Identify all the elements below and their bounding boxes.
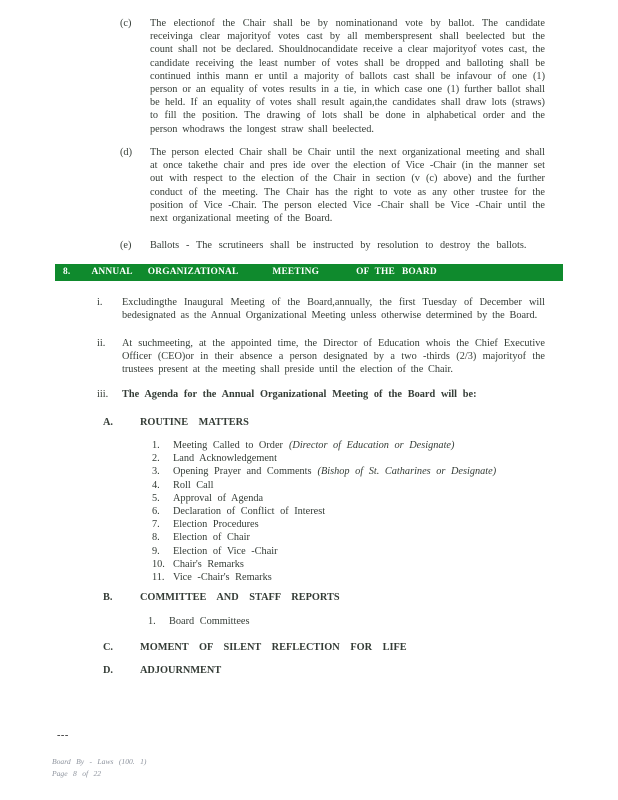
agenda-number: 8.	[152, 532, 160, 544]
footer-doc-ref: Board By - Laws (100. 1)	[52, 757, 147, 766]
paragraph-marker: (e)	[120, 240, 132, 251]
section-c-header	[103, 641, 563, 654]
agenda-item	[152, 531, 552, 544]
agenda-text: Board Committees	[169, 616, 250, 627]
banner-word: THE	[374, 266, 395, 277]
section-title: MOMENT OF SILENT REFLECTION FOR LIFE	[140, 642, 407, 653]
agenda-text: Roll Call	[173, 479, 214, 491]
agenda-text: Meeting Called to Order	[173, 440, 283, 451]
agenda-text: Election Procedures	[173, 519, 259, 531]
agenda-item	[152, 505, 552, 518]
paragraph-e	[120, 239, 545, 252]
section-title: ROUTINE MATTERS	[140, 417, 249, 428]
section-marker: D.	[103, 665, 114, 676]
separator-dashes: ---	[57, 730, 69, 741]
agenda-text: Election of Vice -Chair	[173, 545, 278, 557]
section-b-header	[103, 591, 563, 604]
item-text: The Agenda for the Annual Organizational Meeting of the Board will be:	[122, 389, 477, 400]
section-title: COMMITTEE AND STAFF REPORTS	[140, 592, 340, 603]
agenda-number: 7.	[152, 519, 160, 531]
section-marker: B.	[103, 592, 113, 603]
agenda-item	[152, 465, 552, 478]
agenda-item	[152, 571, 552, 584]
paragraph-d	[120, 146, 545, 225]
agenda-note: (Bishop of St. Catharines or Designate)	[317, 466, 497, 478]
list-item-ii	[97, 337, 545, 377]
banner-word: BOARD	[401, 266, 437, 277]
agenda-number: 5.	[152, 492, 160, 504]
agenda-item	[148, 615, 448, 628]
section-banner	[55, 264, 563, 281]
item-text: At suchmeeting, at the appointed time, the Director of Education whois the Chief Executive Officer (CEO)or in their absence a person designated by a two -thirds (2/3) majorityof the trustees present at the meeting shall preside until the election of the Chair.	[122, 338, 545, 376]
agenda-number: 9.	[152, 545, 160, 557]
agenda-item	[152, 518, 552, 531]
section-marker: A.	[103, 417, 114, 428]
paragraph-text: The electionof the Chair shall be by nominationand vote by ballot. The candidate receivinga clear majorityof votes cast by all memberspresent shall beelected but the count shall not be declared. Shouldnocandidate receive a clear majorityof votes cast, the candidate receiving the least number of votes shall be dropped and balloting shall be continued inthis mann er until a majority of ballots cast shall be infavour of one (1) person or an equality of votes results in a tie, in which case one (1) further ballot shall be held. If an equality of votes shall result again,the candidates shall draw lots (straws) to fill the position. The drawing of lots shall be done in alphabetical order and the person whodraws the longest straw shall beelected.	[150, 18, 545, 135]
agenda-number: 11.	[152, 571, 165, 583]
banner-word: OF	[356, 266, 370, 277]
section-a-header	[103, 416, 563, 429]
agenda-text: Election of Chair	[173, 532, 250, 544]
agenda-item	[152, 452, 552, 465]
paragraph-marker: (d)	[120, 147, 133, 158]
agenda-item	[152, 479, 552, 492]
agenda-number: 10.	[152, 558, 165, 570]
agenda-note: (Director of Education or Designate)	[288, 440, 455, 451]
agenda-item	[152, 558, 552, 571]
section-marker: C.	[103, 642, 114, 653]
agenda-text: Vice -Chair's Remarks	[173, 571, 272, 583]
committee-sublist	[148, 615, 448, 628]
section-number: 8.	[63, 266, 71, 277]
item-marker: iii.	[97, 389, 109, 400]
agenda-number: 2.	[152, 453, 160, 465]
agenda-number: 1.	[152, 440, 160, 451]
agenda-number: 4.	[152, 479, 160, 491]
section-title: ADJOURNMENT	[140, 665, 222, 676]
paragraph-text: Ballots - The scrutineers shall be instructed by resolution to destroy the ballots.	[150, 240, 527, 251]
agenda-number: 3.	[152, 466, 160, 478]
banner-word: MEETING	[272, 266, 320, 277]
agenda-text: Chair's Remarks	[173, 558, 244, 570]
list-item-i	[97, 296, 545, 322]
agenda-text: Opening Prayer and Comments	[173, 466, 312, 478]
agenda-list	[152, 439, 552, 584]
page-footer	[52, 756, 312, 779]
agenda-item	[152, 545, 552, 558]
agenda-item	[152, 439, 552, 452]
banner-word: ORGANIZATIONAL	[147, 266, 239, 277]
paragraph-c	[120, 17, 545, 136]
agenda-text: Land Acknowledgement	[173, 453, 277, 465]
paragraph-text: The person elected Chair shall be Chair until the next organizational meeting and shall at once takethe chair and pres ide over the election of Vice -Chair (in the manner set out with respect to the election of the Chair in section (v (c) above) and the further conduct of the meeting. The Chair has the right to vote as any other trustee for the position of Vice -Chair. The person elected Vice -Chair shall be Vice -Chair until the next organizational meeting of the Board.	[150, 147, 545, 225]
agenda-number: 6.	[152, 505, 160, 517]
paragraph-marker: (c)	[120, 18, 132, 29]
footer-page-number: Page 8 of 22	[52, 768, 102, 778]
item-marker: i.	[97, 297, 103, 308]
agenda-text: Declaration of Conflict of Interest	[173, 505, 326, 517]
list-item-iii	[97, 388, 545, 401]
agenda-text: Approval of Agenda	[173, 492, 264, 504]
item-marker: ii.	[97, 338, 106, 349]
section-d-header	[103, 664, 563, 677]
item-text: Excludingthe Inaugural Meeting of the Board,annually, the first Tuesday of December will bedesignated as the Annual Organizational Meeting unless otherwise determined by the Board.	[122, 297, 545, 322]
agenda-number: 1.	[148, 616, 156, 627]
agenda-item	[152, 492, 552, 505]
banner-word: ANNUAL	[91, 266, 133, 277]
